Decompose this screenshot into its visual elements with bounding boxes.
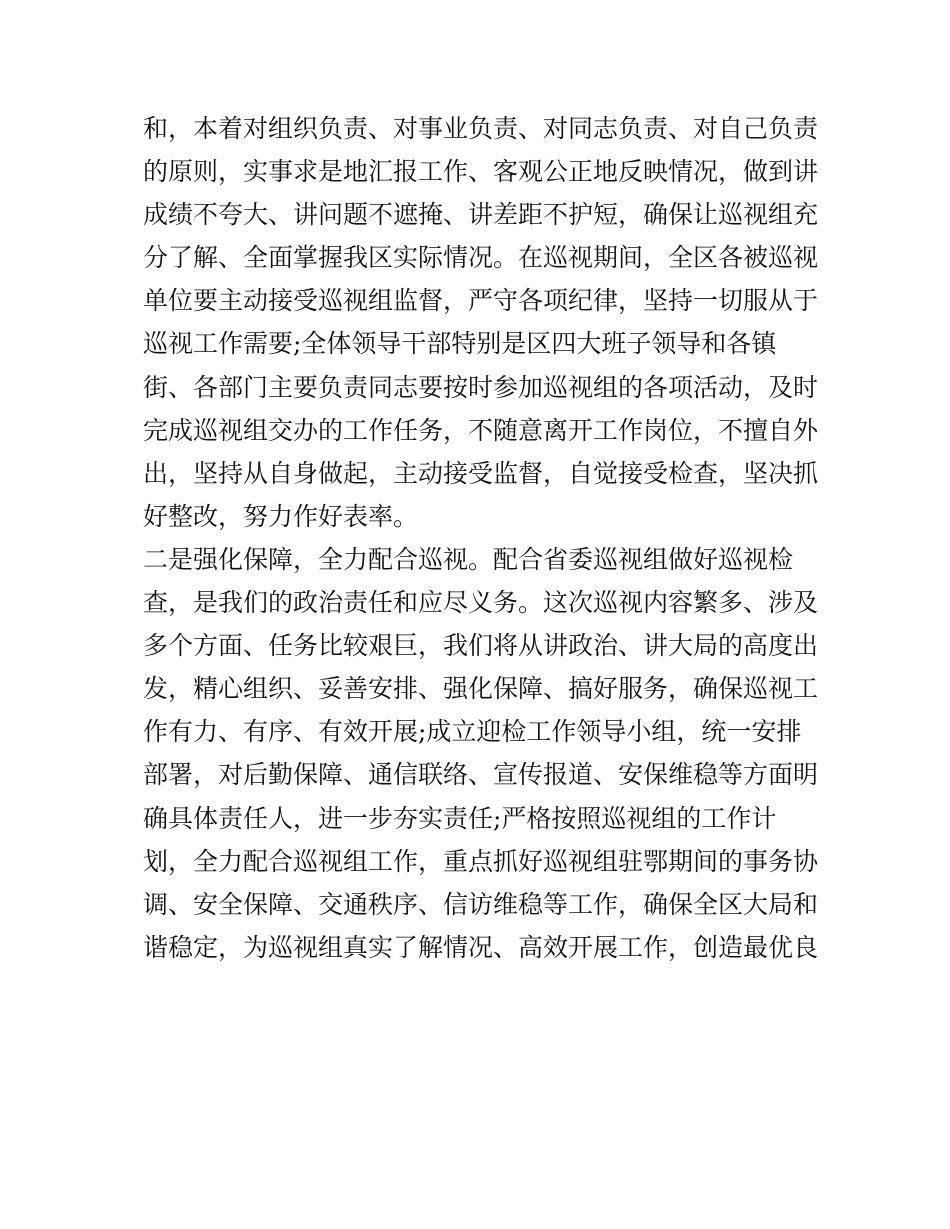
text-line: 二是强化保障，全力配合巡视。配合省委巡视组做好巡视检 [143,544,794,574]
text-line: 分了解、全面掌握我区实际情况。在巡视期间，全区各被巡视 [143,243,819,273]
body-text [143,107,823,969]
text-line: 作有力、有序、有效开展;成立迎检工作领导小组，统一安排 [143,717,802,747]
text-line: 划，全力配合巡视组工作，重点抓好巡视组驻鄂期间的事务协 [143,846,819,876]
text-line: 成绩不夸大、讲问题不遮掩、讲差距不护短，确保让巡视组充 [143,200,819,230]
text-line: 部署，对后勤保障、通信联络、宣传报道、安保维稳等方面明 [143,760,819,790]
text-line: 单位要主动接受巡视组监督，严守各项纪律，坚持一切服从于 [143,286,819,316]
text-line: 发，精心组织、妥善安排、强化保障、搞好服务，确保巡视工 [143,674,819,704]
text-line: 谐稳定，为巡视组真实了解情况、高效开展工作，创造最优良 [143,932,819,962]
text-line: 确具体责任人，进一步夯实责任;严格按照巡视组的工作计 [143,803,777,833]
text-line: 和，本着对组织负责、对事业负责、对同志负责、对自己负责 [143,114,819,143]
text-line: 多个方面、任务比较艰巨，我们将从讲政治、讲大局的高度出 [143,631,819,661]
text-line: 查，是我们的政治责任和应尽义务。这次巡视内容繁多、涉及 [143,588,819,618]
text-line: 完成巡视组交办的工作任务，不随意离开工作岗位，不擅自外 [143,415,819,445]
text-line: 的原则，实事求是地汇报工作、客观公正地反映情况，做到讲 [143,157,819,187]
text-line: 调、安全保障、交通秩序、信访维稳等工作，确保全区大局和 [143,889,819,919]
text-line: 巡视工作需要;全体领导干部特别是区四大班子领导和各镇 [143,329,777,359]
text-line: 出，坚持从自身做起，主动接受监督，自觉接受检查，坚决抓 [143,458,819,488]
text-line: 街、各部门主要负责同志要按时参加巡视组的各项活动，及时 [143,372,819,402]
text-line: 好整改，努力作好表率。 [143,501,419,531]
